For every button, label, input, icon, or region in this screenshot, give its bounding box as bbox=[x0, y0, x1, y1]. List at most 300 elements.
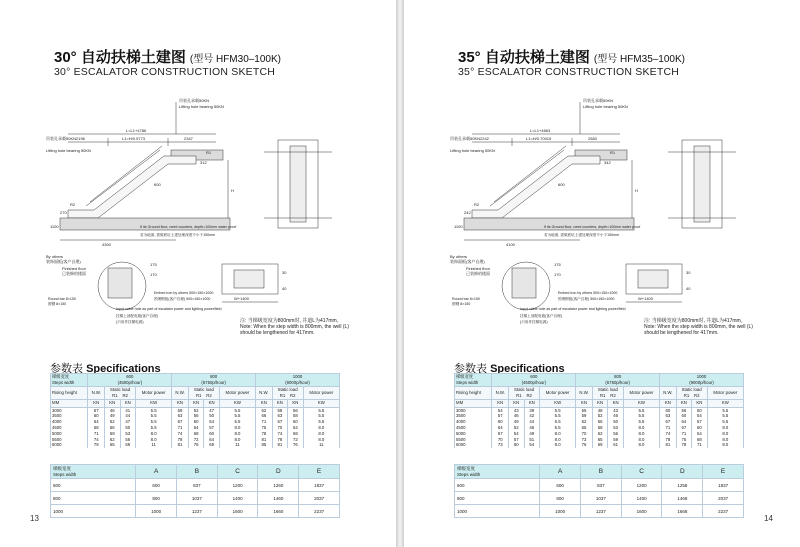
width-note bbox=[644, 318, 754, 337]
dim-40-label: 40 bbox=[282, 286, 287, 291]
spec-value-cell: 5.5 bbox=[707, 413, 743, 419]
model-label: (型号 HFM30–100K) bbox=[189, 54, 281, 65]
spec-value-cell: 73 bbox=[492, 442, 509, 448]
left-lift-label-cn: 吊装孔承载50KN bbox=[46, 136, 77, 141]
spec-value-cell: 49 bbox=[524, 431, 540, 437]
spec-value-cell: 57 bbox=[692, 419, 708, 425]
spec-value-cell: 65 bbox=[576, 425, 593, 431]
dimension-value-cell: 2037 bbox=[299, 492, 340, 505]
spec-value-cell: 81 bbox=[660, 442, 677, 448]
spec-value-cell: 60 bbox=[692, 425, 708, 431]
spec-value-cell: 59 bbox=[120, 442, 136, 448]
column-header-row bbox=[455, 387, 744, 400]
embed-label: Embed iron by others 500×150×1000 bbox=[558, 291, 618, 295]
spec-value-cell: 8.0 bbox=[219, 431, 255, 437]
steps-width-cell: 800 bbox=[51, 492, 136, 505]
spec-value-cell: 5.5 bbox=[136, 413, 172, 419]
finished-floor-cn-label: 已装修的楼面 bbox=[62, 271, 86, 276]
spec-value-cell: 69 bbox=[592, 442, 608, 448]
unit-cell: KN bbox=[188, 400, 204, 408]
spec-value-cell: 43 bbox=[608, 407, 624, 413]
static-load-header: Static load R1 R2 bbox=[188, 387, 219, 400]
steps-width-cell: 800 bbox=[455, 492, 540, 505]
rising-height-cell: 4000 bbox=[51, 419, 88, 425]
page-title: 30° 自动扶梯土建图 (型号 HFM30–100K) bbox=[54, 49, 281, 66]
spec-value-cell: 8.0 bbox=[540, 437, 576, 443]
table-header-row bbox=[51, 374, 340, 387]
group-header: 800 (6750p/hour) bbox=[172, 374, 256, 387]
input-cable-cn2-label: (只用作扶梯电源) bbox=[520, 320, 548, 324]
dimension-value-cell: 800 bbox=[136, 492, 177, 505]
rising-height-cell: 5500 bbox=[51, 437, 88, 443]
rising-height-header: Rising height bbox=[51, 387, 88, 400]
spec-value-cell: 50 bbox=[608, 419, 624, 425]
dimension-value-cell: 1468 bbox=[662, 492, 703, 505]
unit-cell: KN bbox=[256, 400, 273, 408]
dimensions-table bbox=[454, 464, 744, 518]
spec-value-cell: 70 bbox=[272, 425, 288, 431]
spec-value-cell: 50 bbox=[692, 407, 708, 413]
by-others-cn-label: 装饰面板(客户自理) bbox=[46, 259, 81, 264]
round-bar-label: Round bar 8×150 bbox=[48, 297, 76, 301]
dim-175-label: 175 bbox=[150, 262, 157, 267]
spec-value-cell: 5.5 bbox=[303, 419, 339, 425]
spec-value-cell: 8.0 bbox=[540, 431, 576, 437]
section-steps bbox=[694, 146, 710, 222]
motor-header: Motor power bbox=[707, 387, 743, 400]
table-row bbox=[51, 442, 340, 448]
spec-value-cell: 58 bbox=[272, 407, 288, 413]
spec-value-cell: 60 bbox=[188, 419, 204, 425]
dimension-value-cell: 2237 bbox=[703, 505, 744, 518]
spec-value-cell: 67 bbox=[676, 425, 692, 431]
table-header-row bbox=[455, 374, 744, 387]
page-left bbox=[0, 0, 396, 547]
spec-value-cell: 53 bbox=[120, 431, 136, 437]
dimension-value-cell: 1258 bbox=[662, 479, 703, 492]
embed-cn-label: 预埋钢板(客户自理) 500×150×1000 bbox=[154, 297, 211, 301]
round-bar-cn-label: 圆钢 8×150 bbox=[452, 302, 471, 306]
group-header: 1000 (9000p/hour) bbox=[660, 374, 744, 387]
spec-value-cell: 5.5 bbox=[136, 407, 172, 413]
unit-cell: KN bbox=[204, 400, 220, 408]
spec-value-cell: 57 bbox=[492, 413, 509, 419]
unit-cell: KN bbox=[676, 400, 692, 408]
dim-col-c: C bbox=[621, 465, 662, 479]
spec-value-cell: 5.5 bbox=[303, 407, 339, 413]
spec-value-cell: 5.5 bbox=[219, 407, 255, 413]
dim-h-label: H bbox=[231, 188, 234, 193]
spec-value-cell: 78 bbox=[256, 431, 273, 437]
unit-cell: MM bbox=[51, 400, 88, 408]
spec-value-cell: 8.0 bbox=[707, 442, 743, 448]
note-cn: 注: 当梯级宽度为800mm时, 井道L为417mm。 bbox=[644, 318, 746, 324]
spec-value-cell: 46 bbox=[509, 413, 525, 419]
spec-value-cell: 78 bbox=[172, 437, 189, 443]
spec-value-cell: 70 bbox=[492, 437, 509, 443]
table-row bbox=[455, 492, 744, 505]
motor-header: Motor power bbox=[136, 387, 172, 400]
spec-value-cell: 71 bbox=[256, 419, 273, 425]
dimension-value-cell: 1837 bbox=[299, 479, 340, 492]
spec-value-cell: 54 bbox=[509, 431, 525, 437]
table-row bbox=[455, 479, 744, 492]
spec-value-cell: 8.0 bbox=[136, 437, 172, 443]
spec-value-cell: 74 bbox=[660, 431, 677, 437]
spec-value-cell: 67 bbox=[172, 419, 189, 425]
spec-value-cell: 71 bbox=[88, 431, 105, 437]
spec-value-cell: 57 bbox=[88, 407, 105, 413]
pit-detail-inner bbox=[234, 270, 264, 288]
specs-table bbox=[454, 373, 744, 448]
dim-1400-label: W+1400 bbox=[638, 296, 654, 301]
spec-value-cell: 65 bbox=[105, 442, 121, 448]
dim-total-label: L=L1+4663 bbox=[530, 128, 551, 133]
spec-value-cell: 48 bbox=[592, 407, 608, 413]
specs-table-body bbox=[51, 407, 340, 448]
rising-height-cell: 3500 bbox=[455, 413, 492, 419]
detail-block bbox=[108, 268, 132, 298]
spec-value-cell: 52 bbox=[188, 407, 204, 413]
spec-value-cell: 5.5 bbox=[707, 419, 743, 425]
spec-value-cell: 63 bbox=[272, 413, 288, 419]
by-others-cn-label: 装饰面板(客户自理) bbox=[450, 259, 485, 264]
spec-value-cell: 81 bbox=[172, 442, 189, 448]
dimension-value-cell: 2037 bbox=[703, 492, 744, 505]
motor-header: Motor power bbox=[623, 387, 659, 400]
dimension-value-cell: 1200 bbox=[621, 479, 662, 492]
rising-height-cell: 4500 bbox=[455, 425, 492, 431]
steps-width-cell: 1000 bbox=[51, 505, 136, 518]
steps-width-cell: 600 bbox=[51, 479, 136, 492]
rising-height-cell: 6000 bbox=[455, 442, 492, 448]
spec-heading-en: Specifications bbox=[490, 363, 565, 375]
spec-value-cell: 5.5 bbox=[136, 425, 172, 431]
dimension-value-cell: 1460 bbox=[258, 492, 299, 505]
by-others-label: By others bbox=[46, 254, 63, 259]
dim-175-label: 175 bbox=[554, 262, 561, 267]
spec-value-cell: 5.5 bbox=[707, 407, 743, 413]
rising-height-header: Rising height bbox=[455, 387, 492, 400]
dim-total-label: L=L1+4786 bbox=[126, 128, 147, 133]
unit-cell: KW bbox=[303, 400, 339, 408]
spec-value-cell: 74 bbox=[88, 437, 105, 443]
left-lift-label-cn: 吊装孔承载50KN bbox=[450, 136, 481, 141]
spec-value-cell: 73 bbox=[576, 437, 593, 443]
spec-value-cell: 64 bbox=[288, 425, 304, 431]
top-lift-label-cn: 吊装孔承载50KN bbox=[583, 98, 614, 103]
dimensions-table bbox=[50, 464, 340, 518]
spec-value-cell: 46 bbox=[105, 407, 121, 413]
spec-value-cell: 64 bbox=[492, 425, 509, 431]
unit-cell: KN bbox=[492, 400, 509, 408]
spec-value-cell: 62 bbox=[576, 419, 593, 425]
spec-value-cell: 5.5 bbox=[540, 419, 576, 425]
finished-floor-cn-label: 已装修的楼面 bbox=[466, 271, 490, 276]
spec-value-cell: 71 bbox=[692, 442, 708, 448]
left-lift-label-en: Lifting hole bearing 50KN bbox=[46, 148, 91, 153]
dimensions-table-body bbox=[51, 479, 340, 518]
dimension-value-cell: 800 bbox=[540, 492, 581, 505]
model-label: (型号 HFM35–100K) bbox=[593, 54, 685, 65]
unit-cell: KN bbox=[105, 400, 121, 408]
spec-value-cell: 62 bbox=[256, 407, 273, 413]
dimension-value-cell: 837 bbox=[177, 479, 218, 492]
dim-1100-label: 1100 bbox=[50, 224, 59, 229]
unit-row bbox=[51, 400, 340, 408]
spec-value-cell: 62 bbox=[592, 431, 608, 437]
steps-width-header: 梯级宽度 Steps width bbox=[455, 374, 492, 387]
spec-value-cell: 5.5 bbox=[219, 419, 255, 425]
spec-value-cell: 59 bbox=[608, 437, 624, 443]
input-cable-cn2-label: (只用作扶梯电源) bbox=[116, 320, 144, 324]
spec-value-cell: 8.0 bbox=[623, 431, 659, 437]
dimension-value-cell: 1037 bbox=[177, 492, 218, 505]
spec-value-cell: 47 bbox=[204, 407, 220, 413]
dimension-value-cell: 837 bbox=[581, 479, 622, 492]
rising-height-cell: 3000 bbox=[455, 407, 492, 413]
dimension-value-cell: 1400 bbox=[217, 492, 258, 505]
spec-value-cell: 51 bbox=[524, 437, 540, 443]
rising-height-cell: 6000 bbox=[51, 442, 88, 448]
spec-value-cell: 39 bbox=[524, 407, 540, 413]
spec-value-cell: 8.0 bbox=[303, 425, 339, 431]
spec-value-cell: 49 bbox=[509, 419, 525, 425]
dimensions-header-row bbox=[455, 465, 744, 479]
ground-note-cn: 若为地面, 需做底坑土建处理深度不小于150mm bbox=[140, 233, 216, 237]
spec-value-cell: 69 bbox=[204, 442, 220, 448]
finished-floor-label: Finished floor bbox=[62, 266, 87, 271]
dim-mid-label: L1=H/0.70015 bbox=[526, 136, 552, 141]
dim-col-e: E bbox=[299, 465, 340, 479]
spec-value-cell: 62 bbox=[105, 437, 121, 443]
rising-height-cell: 3000 bbox=[51, 407, 88, 413]
table-row bbox=[51, 479, 340, 492]
dim-170-label: 170 bbox=[554, 272, 561, 277]
table-row bbox=[51, 425, 340, 431]
page-title: 35° 自动扶梯土建图 (型号 HFM35–100K) bbox=[458, 49, 685, 66]
spec-value-cell: 63 bbox=[660, 413, 677, 419]
spec-value-cell: 8.0 bbox=[707, 437, 743, 443]
nw-header: N.W. bbox=[492, 387, 509, 400]
spec-value-cell: 52 bbox=[509, 425, 525, 431]
dimension-value-cell: 1000 bbox=[136, 505, 177, 518]
page-subtitle: 35° ESCALATOR CONSTRUCTION SKETCH bbox=[458, 66, 680, 78]
unit-cell: KW bbox=[623, 400, 659, 408]
dim-312-label: 312 bbox=[200, 160, 207, 165]
dimension-value-cell: 1660 bbox=[258, 505, 299, 518]
spec-value-cell: 65 bbox=[592, 437, 608, 443]
ground-note-cn: 若为地面, 需做底坑土建处理深度不小于150mm bbox=[544, 233, 620, 237]
spec-value-cell: 57 bbox=[509, 437, 525, 443]
dim-col-e: E bbox=[703, 465, 744, 479]
spec-value-cell: 5.5 bbox=[540, 413, 576, 419]
dim-col-d: D bbox=[662, 465, 703, 479]
spec-value-cell: 60 bbox=[492, 419, 509, 425]
unit-cell: MM bbox=[455, 400, 492, 408]
spec-value-cell: 75 bbox=[676, 437, 692, 443]
spec-value-cell: 54 bbox=[204, 419, 220, 425]
spec-value-cell: 54 bbox=[524, 442, 540, 448]
static-load-header: Static load R1 R2 bbox=[105, 387, 136, 400]
spec-value-cell: 81 bbox=[256, 437, 273, 443]
spec-value-cell: 67 bbox=[492, 431, 509, 437]
spec-value-cell: 76 bbox=[576, 442, 593, 448]
spec-value-cell: 47 bbox=[120, 419, 136, 425]
page-number: 14 bbox=[764, 514, 773, 523]
spec-value-cell: 5.5 bbox=[623, 407, 659, 413]
dimension-value-cell: 1000 bbox=[540, 505, 581, 518]
spec-value-cell: 50 bbox=[204, 413, 220, 419]
table-row bbox=[455, 431, 744, 437]
table-row bbox=[51, 505, 340, 518]
spec-value-cell: 72 bbox=[288, 437, 304, 443]
unit-cell: KN bbox=[509, 400, 525, 408]
dim-r1-label: R1 bbox=[610, 150, 616, 155]
dim-col-b: B bbox=[581, 465, 622, 479]
spec-value-cell: 8.0 bbox=[623, 425, 659, 431]
unit-cell: KW bbox=[540, 400, 576, 408]
spec-value-cell: 58 bbox=[288, 413, 304, 419]
dim-312-label: 342 bbox=[604, 160, 611, 165]
table-row bbox=[455, 505, 744, 518]
spec-value-cell: 60 bbox=[676, 413, 692, 419]
spec-value-cell: 78 bbox=[272, 437, 288, 443]
rising-height-cell: 5000 bbox=[51, 431, 88, 437]
spec-value-cell: 50 bbox=[120, 425, 136, 431]
spec-value-cell: 8.0 bbox=[136, 431, 172, 437]
dim-170-label: 170 bbox=[150, 272, 157, 277]
spec-value-cell: 76 bbox=[188, 442, 204, 448]
unit-cell: KN bbox=[524, 400, 540, 408]
spec-value-cell: 59 bbox=[172, 407, 189, 413]
dimension-value-cell: 1237 bbox=[177, 505, 218, 518]
dim-h-label: H bbox=[635, 188, 638, 193]
spec-value-cell: 68 bbox=[288, 431, 304, 437]
dim-right-label: 2583 bbox=[588, 136, 597, 141]
pit-detail-inner bbox=[638, 270, 668, 288]
top-lift-label-cn: 吊装孔承载50KN bbox=[179, 98, 210, 103]
spec-value-cell: 64 bbox=[692, 431, 708, 437]
group-header: 600 (4500p/hour) bbox=[492, 374, 576, 387]
dimensions-table-body bbox=[455, 479, 744, 518]
spec-value-cell: 56 bbox=[288, 407, 304, 413]
spec-value-cell: 5.5 bbox=[219, 413, 255, 419]
dimension-value-cell: 1260 bbox=[258, 479, 299, 492]
spec-value-cell: 55 bbox=[576, 407, 593, 413]
spec-value-cell: 52 bbox=[105, 419, 121, 425]
spec-value-cell: 60 bbox=[660, 407, 677, 413]
note-en: Note: When the step width is 800mm, the well (L) should be lengthened for 417mm. bbox=[644, 324, 753, 337]
nw-header: N.W. bbox=[172, 387, 189, 400]
spec-value-cell: 72 bbox=[188, 437, 204, 443]
spec-value-cell: 85 bbox=[256, 442, 273, 448]
unit-cell: KN bbox=[692, 400, 708, 408]
spec-value-cell: 78 bbox=[660, 437, 677, 443]
input-cable-cn-label: 扶梯上部配电箱(客户自理) bbox=[116, 314, 158, 318]
input-cable-cn-label: 扶梯上部配电箱(客户自理) bbox=[520, 314, 562, 318]
input-cable-label: Input cable hole as part of escalator power and lighting power/field bbox=[116, 307, 222, 311]
dim-col-a: A bbox=[136, 465, 177, 479]
unit-cell: KN bbox=[288, 400, 304, 408]
spec-value-cell: 70 bbox=[576, 431, 593, 437]
embed-label: Embed iron by others 500×150×1000 bbox=[154, 291, 214, 295]
table-row bbox=[51, 492, 340, 505]
spec-value-cell: 56 bbox=[592, 419, 608, 425]
dim-30-label: 30 bbox=[686, 270, 691, 275]
spec-heading-cn: 参数表 bbox=[50, 363, 83, 375]
section-steps bbox=[290, 146, 306, 222]
spec-value-cell: 57 bbox=[204, 425, 220, 431]
top-lift-label-en: Lifting hole bearing 50KN bbox=[583, 104, 628, 109]
spec-value-cell: 64 bbox=[676, 419, 692, 425]
unit-cell: KN bbox=[660, 400, 677, 408]
detail-block bbox=[512, 268, 536, 298]
spec-value-cell: 8.0 bbox=[623, 437, 659, 443]
spec-value-cell: 81 bbox=[272, 442, 288, 448]
dimension-value-cell: 600 bbox=[136, 479, 177, 492]
note-en: Note: When the step width is 800mm, the well (L) should be lengthened for 417mm. bbox=[240, 324, 349, 337]
dimension-value-cell: 1200 bbox=[217, 479, 258, 492]
spec-value-cell: 58 bbox=[592, 425, 608, 431]
spec-value-cell: 74 bbox=[172, 431, 189, 437]
page-right bbox=[404, 0, 800, 547]
by-others-label: By others bbox=[450, 254, 467, 259]
page-gutter bbox=[396, 0, 404, 547]
dim-r2-label: R2 bbox=[70, 202, 76, 207]
spec-value-cell: 56 bbox=[608, 431, 624, 437]
spec-value-cell: 56 bbox=[120, 437, 136, 443]
static-load-header: Static load R1 R2 bbox=[676, 387, 707, 400]
spec-value-cell: 49 bbox=[105, 413, 121, 419]
motor-header: Motor power bbox=[303, 387, 339, 400]
dim-col-c: C bbox=[217, 465, 258, 479]
spec-value-cell: 53 bbox=[608, 425, 624, 431]
unit-cell: KN bbox=[608, 400, 624, 408]
specs-table-body bbox=[455, 407, 744, 448]
spec-heading-cn: 参数表 bbox=[454, 363, 487, 375]
spec-value-cell: 78 bbox=[676, 442, 692, 448]
static-load-header: Static load R1 R2 bbox=[592, 387, 623, 400]
page-number: 13 bbox=[30, 514, 39, 523]
spec-value-cell: 46 bbox=[524, 425, 540, 431]
spec-value-cell: 54 bbox=[492, 407, 509, 413]
rising-height-cell: 4000 bbox=[455, 419, 492, 425]
nw-header: N.W. bbox=[576, 387, 593, 400]
spec-value-cell: 8.0 bbox=[540, 442, 576, 448]
spec-value-cell: 64 bbox=[204, 437, 220, 443]
rising-height-cell: 3500 bbox=[51, 413, 88, 419]
column-header-row bbox=[51, 387, 340, 400]
spec-value-cell: 8.0 bbox=[707, 431, 743, 437]
spec-value-cell: 61 bbox=[608, 442, 624, 448]
dim-left-label: 2196 bbox=[76, 136, 85, 141]
spec-value-cell: 43 bbox=[509, 407, 525, 413]
spec-value-cell: 64 bbox=[88, 419, 105, 425]
note-cn: 注: 当梯级宽度为800mm时, 井道L为417mm。 bbox=[240, 318, 342, 324]
motor-header: Motor power bbox=[219, 387, 255, 400]
spec-value-cell: 56 bbox=[188, 413, 204, 419]
dimensions-header-row bbox=[51, 465, 340, 479]
dimension-value-cell: 1600 bbox=[217, 505, 258, 518]
unit-cell: KN bbox=[120, 400, 136, 408]
dim-30-label: 30 bbox=[282, 270, 287, 275]
spec-heading-en: Specifications bbox=[86, 363, 161, 375]
dimension-value-cell: 600 bbox=[540, 479, 581, 492]
dimension-value-cell: 1237 bbox=[581, 505, 622, 518]
spec-value-cell: 8.0 bbox=[219, 437, 255, 443]
round-bar-label: Round bar 8×150 bbox=[452, 297, 480, 301]
